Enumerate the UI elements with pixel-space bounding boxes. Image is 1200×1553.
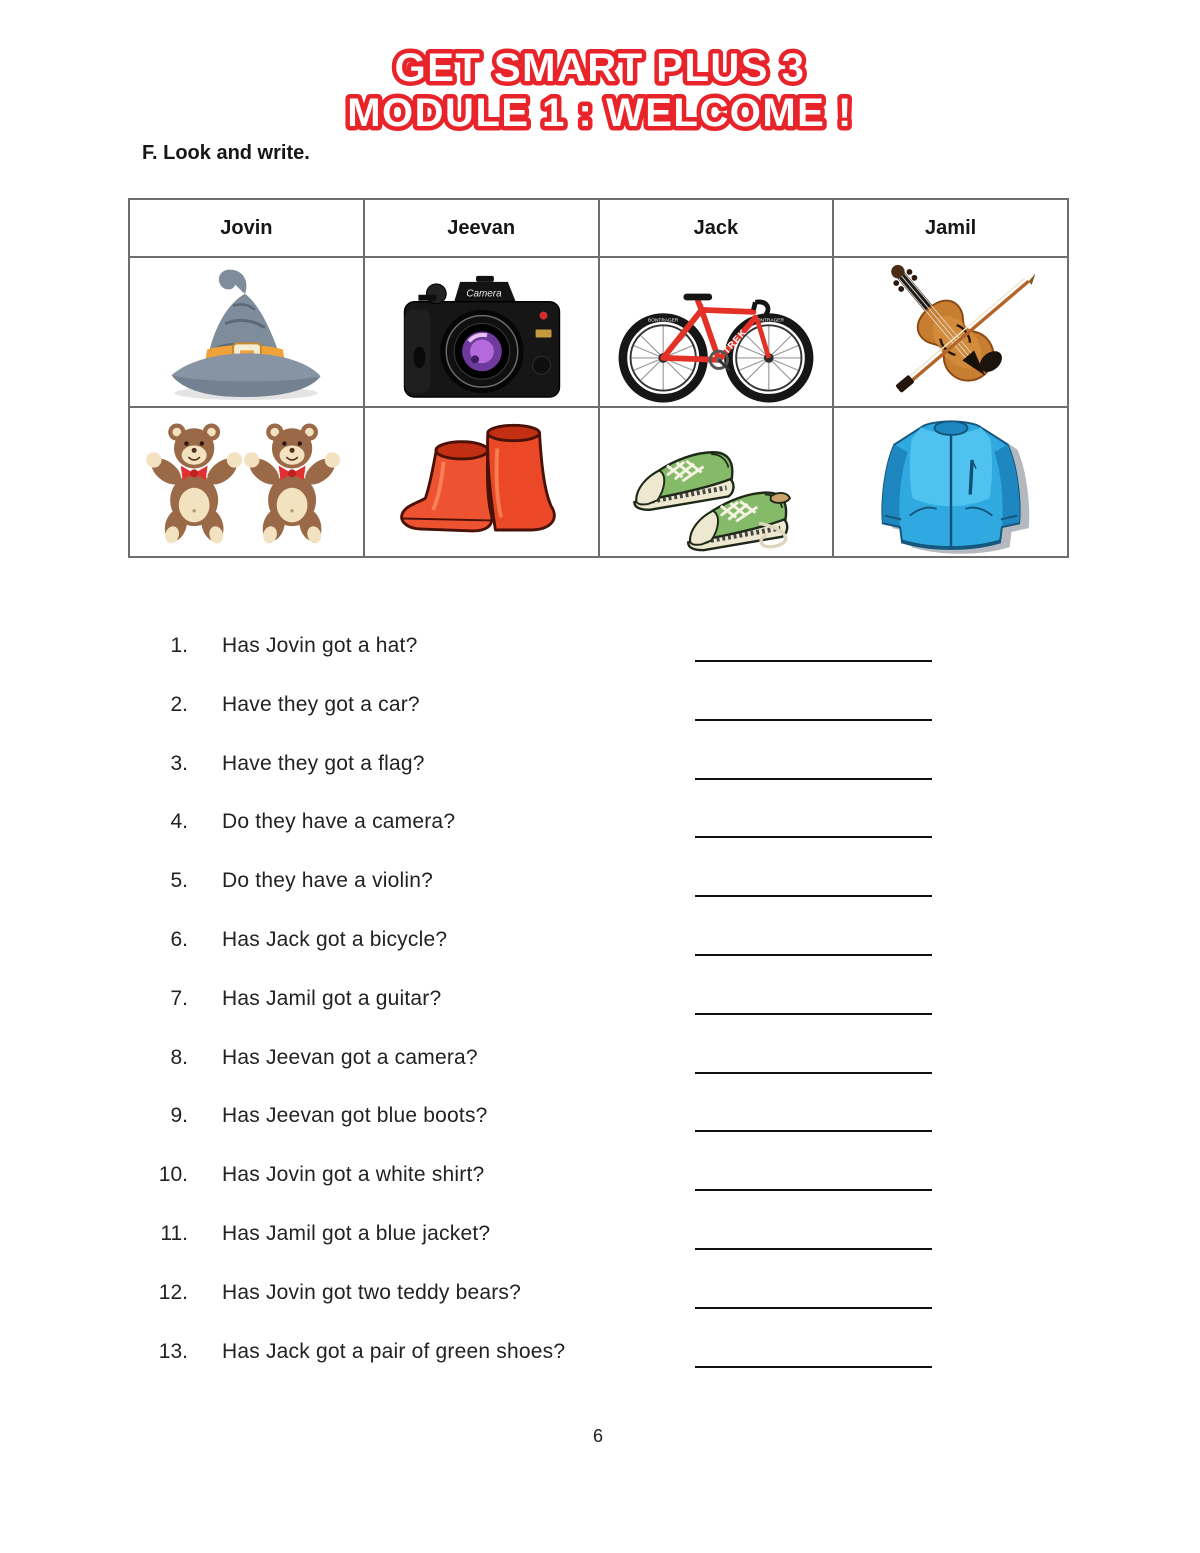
question-number: 6. [170,927,188,951]
question-text: Has Jovin got a white shirt? [222,1163,485,1187]
question-row-9 [0,1100,1200,1159]
question-row-6 [0,924,1200,983]
answer-blank-12[interactable] [695,1283,932,1309]
answer-blank-6[interactable] [695,930,932,956]
question-row-1 [0,630,1200,689]
question-text: Has Jeevan got a camera? [222,1045,478,1069]
cell-jeevan-boots [364,407,599,557]
question-number: 10. [158,1163,188,1187]
table-row [129,257,1068,407]
question-row-5 [0,865,1200,924]
question-number: 3. [170,751,188,775]
answer-blank-13[interactable] [695,1342,932,1368]
column-header-jovin: Jovin [129,199,364,257]
question-row-8 [0,1042,1200,1101]
question-number: 13. [158,1339,188,1363]
table-header-row [129,199,1068,257]
answer-blank-3[interactable] [695,754,932,780]
section-heading: F. Look and write. [142,142,310,164]
table-row [129,407,1068,557]
cell-jack-bicycle [599,257,834,407]
cell-jeevan-camera [364,257,599,407]
question-number: 9. [170,1104,188,1128]
question-text: Has Jovin got two teddy bears? [222,1280,521,1304]
cell-jamil-violin [833,257,1068,407]
question-number: 12. [158,1280,188,1304]
rear-wheel-text: BONTRAGER [647,318,679,324]
question-number: 4. [170,810,188,834]
answer-blank-9[interactable] [695,1106,932,1132]
question-number: 8. [170,1045,188,1069]
witch-hat-image [141,260,351,404]
answer-blank-11[interactable] [695,1224,932,1250]
worksheet-title [280,24,920,138]
question-number: 5. [170,869,188,893]
title-line-1: GET SMART PLUS 3 [394,46,806,90]
green-sneakers-image [609,410,823,554]
question-text: Has Jamil got a blue jacket? [222,1221,491,1245]
cell-jovin-hat [129,257,364,407]
question-row-12 [0,1277,1200,1336]
cell-jovin-teddy-bears [129,407,364,557]
violin-image [846,260,1056,404]
question-text: Has Jack got a pair of green shoes? [222,1339,566,1363]
question-number: 7. [170,986,188,1010]
question-text: Do they have a camera? [222,810,456,834]
question-text: Do they have a violin? [222,869,434,893]
cell-jack-sneakers [599,407,834,557]
question-number: 2. [170,692,188,716]
camera-brand-label: Camera [466,288,502,300]
title-line-2: MODULE 1 : WELCOME ! [347,91,853,135]
cell-jamil-jacket [833,407,1068,557]
question-number: 1. [170,634,188,657]
front-wheel-text: BONTRAGER [753,318,784,324]
column-header-jack: Jack [599,199,834,257]
question-row-11 [0,1218,1200,1277]
items-table [128,198,1069,558]
question-row-2 [0,689,1200,748]
question-text: Has Jeevan got blue boots? [222,1104,488,1128]
question-row-13 [0,1336,1200,1395]
answer-blank-5[interactable] [695,871,932,897]
blue-jacket-image [846,410,1056,554]
question-text: Have they got a car? [222,692,420,716]
question-row-7 [0,983,1200,1042]
bicycle-image [609,260,823,404]
answer-blank-4[interactable] [695,812,932,838]
column-header-jeevan: Jeevan [364,199,599,257]
question-list [0,630,1200,1394]
answer-blank-7[interactable] [695,989,932,1015]
bike-brand-label: TREK [721,327,750,357]
answer-blank-8[interactable] [695,1048,932,1074]
question-text: Have they got a flag? [222,751,425,775]
question-text: Has Jack got a bicycle? [222,927,448,951]
answer-blank-10[interactable] [695,1165,932,1191]
question-row-3 [0,748,1200,807]
question-text: Has Jamil got a guitar? [222,986,442,1010]
answer-blank-2[interactable] [695,695,932,721]
question-text: Has Jovin got a hat? [222,634,418,657]
page-number: 6 [592,1426,603,1446]
teddy-bears-image [141,410,351,554]
answer-blank-1[interactable] [695,636,932,662]
question-number: 11. [160,1221,188,1245]
question-row-4 [0,806,1200,865]
rain-boots-image [376,410,586,554]
camera-image [376,260,586,404]
question-row-10 [0,1159,1200,1218]
column-header-jamil: Jamil [833,199,1068,257]
